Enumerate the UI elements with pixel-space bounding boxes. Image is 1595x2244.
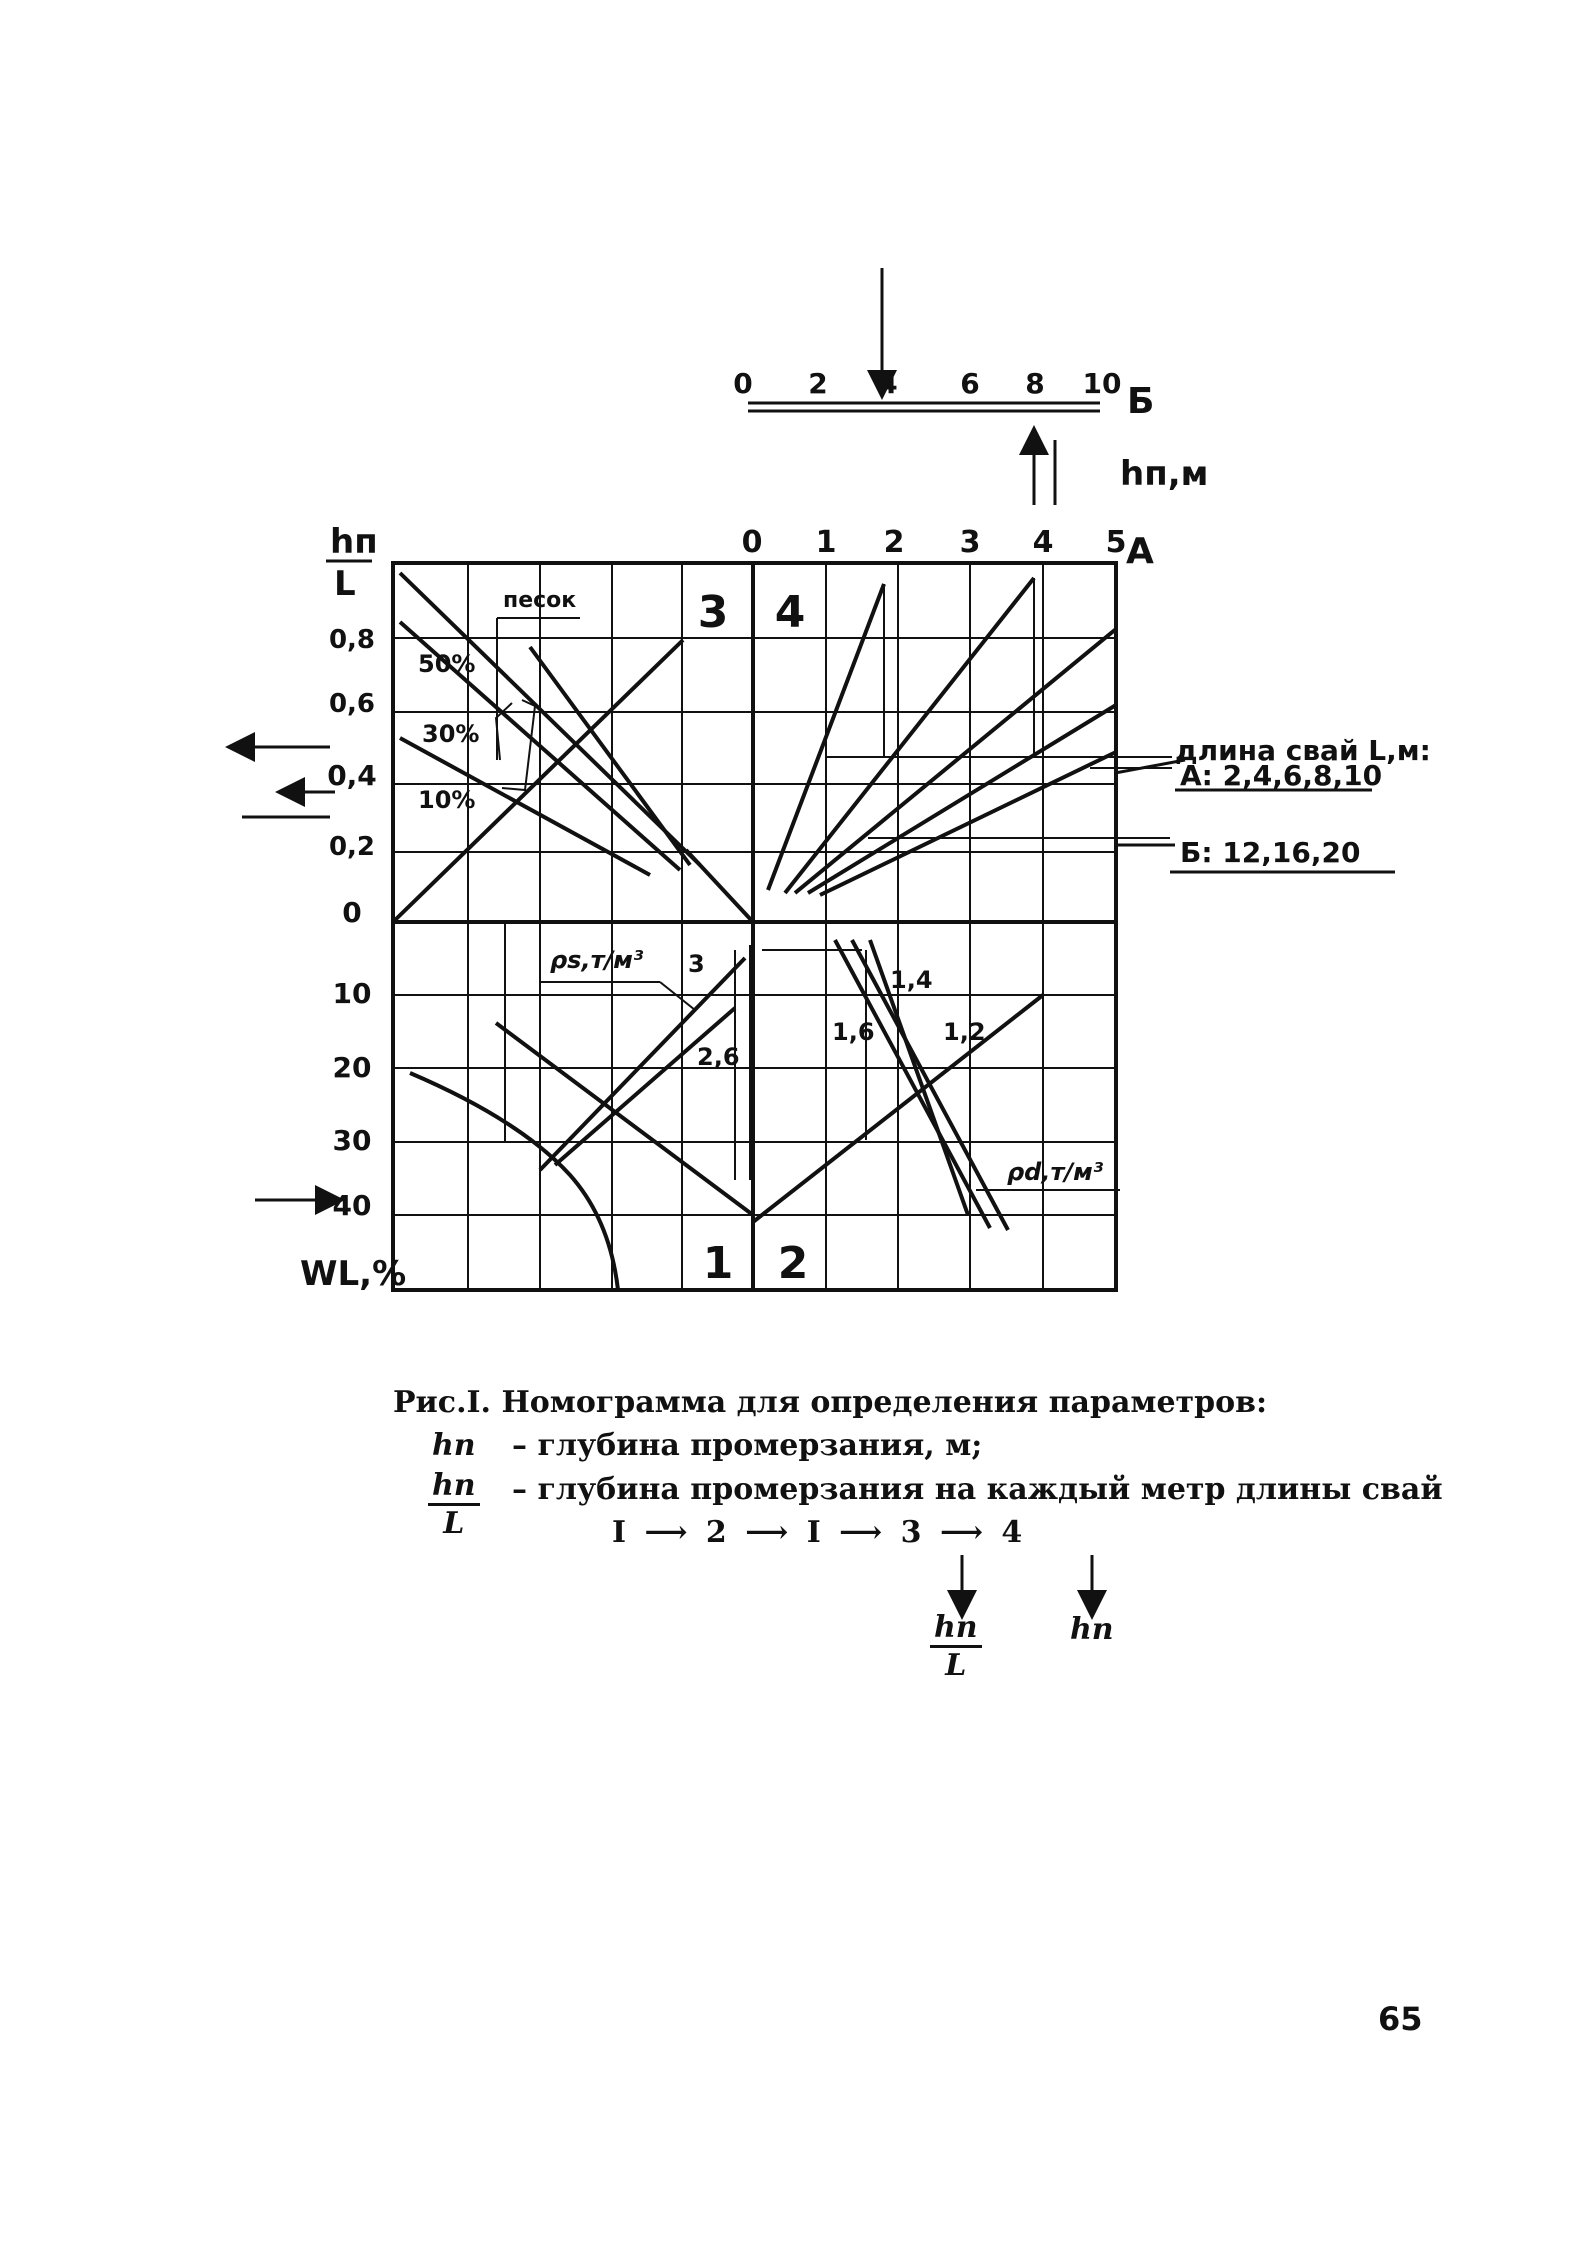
tick-a-1: 1	[815, 525, 837, 560]
quadrant-2-number: 2	[777, 1238, 809, 1289]
w-axis-label: WL,%	[300, 1254, 407, 1294]
caption-ratio-fraction	[428, 1468, 480, 1541]
tick-w-30: 30	[332, 1124, 372, 1157]
quadrant-2-lines	[753, 940, 1120, 1230]
ratio-axis-den: L	[334, 564, 356, 604]
percent-30-label: 30%	[422, 720, 480, 748]
tick-w-20: 20	[332, 1051, 372, 1084]
tick-b-8: 8	[1025, 367, 1045, 400]
scale-b	[748, 268, 1100, 505]
tick-a-5: 5	[1105, 525, 1127, 560]
page-number: 65	[1378, 2000, 1423, 2038]
rho-s-label: ρs,т/м³	[550, 946, 644, 974]
caption-hn-symbol: hп	[432, 1428, 476, 1463]
left-arrows	[240, 747, 335, 1200]
caption-ratio-den: L	[443, 1506, 465, 1541]
scale-a-label: А	[1126, 531, 1154, 572]
pile-length-title: длина свай L,м:	[1175, 734, 1431, 767]
tick-b-10: 10	[1082, 367, 1122, 400]
pile-length-group-a: А: 2,4,6,8,10	[1180, 759, 1383, 792]
tick-a-0: 0	[741, 525, 763, 560]
caption-result-fraction	[930, 1610, 982, 1683]
percent-50-label: 50%	[418, 650, 476, 678]
tick-b-4: 4	[878, 367, 898, 400]
caption-line-3: – глубина промерзания на каждый метр длины свай	[512, 1472, 1443, 1507]
percent-10-label: 10%	[418, 786, 476, 814]
tick-a-4: 4	[1032, 525, 1054, 560]
caption-result-den: L	[945, 1648, 967, 1683]
caption-line-2: – глубина промерзания, м;	[512, 1428, 983, 1463]
caption-ratio-num: hп	[428, 1468, 480, 1506]
quadrant-3-number: 3	[697, 587, 729, 638]
quadrant-1-number: 1	[702, 1238, 734, 1289]
caption-result-hn: hп	[1070, 1612, 1114, 1647]
tick-ratio-08: 0,8	[328, 625, 376, 655]
hn-unit-label: hп,м	[1120, 454, 1209, 494]
tick-ratio-0: 0	[342, 896, 362, 929]
scale-b-label: Б	[1127, 381, 1155, 422]
sand-label: песок	[503, 588, 577, 613]
rho-d-label: ρd,т/м³	[1007, 1158, 1104, 1186]
quadrant-4-number: 4	[774, 587, 806, 638]
tick-w-40: 40	[332, 1189, 372, 1222]
tick-b-0: 0	[733, 367, 753, 400]
tick-b-2: 2	[808, 367, 828, 400]
ratio-axis-num: hп	[330, 522, 378, 562]
tick-a-3: 3	[959, 525, 981, 560]
tick-ratio-06: 0,6	[328, 689, 376, 719]
rho-s-3-label: 3	[688, 950, 705, 978]
caption-line-1: Рис.I. Номограмма для определения параметров:	[393, 1385, 1268, 1420]
tick-ratio-04: 0,4	[327, 759, 377, 792]
tick-w-10: 10	[332, 977, 372, 1010]
rho-d-16-label: 1,6	[832, 1018, 875, 1046]
rho-d-12-label: 1,2	[943, 1018, 986, 1046]
rho-d-14-label: 1,4	[890, 966, 933, 994]
tick-b-6: 6	[960, 367, 980, 400]
tick-ratio-02: 0,2	[328, 832, 376, 862]
caption-flow: I ⟶ 2 ⟶ I ⟶ 3 ⟶ 4	[612, 1515, 1027, 1550]
pile-length-group-b: Б: 12,16,20	[1180, 836, 1361, 869]
rho-s-26-label: 2,6	[697, 1043, 740, 1071]
tick-a-2: 2	[883, 525, 905, 560]
caption-result-num: hп	[930, 1610, 982, 1648]
